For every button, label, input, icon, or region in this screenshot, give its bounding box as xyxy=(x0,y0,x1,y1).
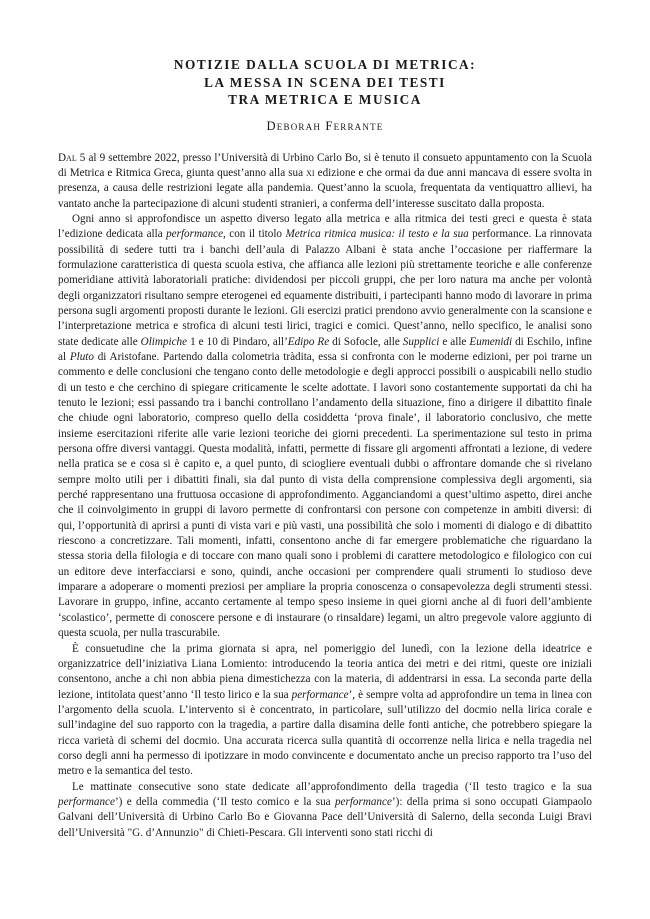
article-title xyxy=(58,56,592,109)
italic-text: performance xyxy=(58,795,115,808)
italic-text: performance xyxy=(291,688,349,701)
text-run: di Eschilo, infine al xyxy=(58,335,592,363)
title-line: TRA METRICA E MUSICA xyxy=(228,92,422,107)
article-page xyxy=(58,56,592,841)
body-paragraph xyxy=(58,212,592,642)
text-run: ’) e della commedia (‘Il testo comico e la sua xyxy=(114,795,335,808)
small-caps-text: xi xyxy=(306,166,315,179)
italic-text: Metrica ritmica musica: il testo e la sua xyxy=(285,228,469,241)
body-paragraph xyxy=(58,151,592,212)
text-run: ’): della prima si sono occupati Giampaolo Galvani dell’Università di Urbino Carlo Bo e Giovanna Pace dell’Università di Salerno, della seconda Luigi Bravi dell’Università "G. d’Annunzio" di Chieti-Pescara. Gli interventi sono stati ricchi di xyxy=(58,795,592,839)
body-paragraph xyxy=(58,642,592,780)
title-line: NOTIZIE DALLA SCUOLA DI METRICA: xyxy=(173,57,477,72)
italic-text: Pluto xyxy=(69,350,94,363)
article-body xyxy=(58,151,592,841)
text-run: , con il titolo xyxy=(223,228,286,241)
italic-text: Supplici xyxy=(402,335,440,348)
text-run: ’, è sempre volta ad approfondire un tema in linea con l’argomento della scuola. L’intervento si è concentrato, in particolare, sull’utilizzo del docmio nella lirica corale e sull’indagine del suo rapporto con la tragedia, a partire dalla disamina delle fonti antiche, che potrebbero spiegare la ricca varietà di schemi del docmio. Una accurata ricerca sulla quantità di occorrenze nella lirica e nella tragedia nel corso degli anni ha permesso di ipotizzare in modo convincente e documentato anche un preciso rapporto tra l’uso del metro e la semantica del testo. xyxy=(58,688,593,778)
text-run: performance. La rinnovata possibilità di sedere tutti tra i banchi dell’aula di Palazzo Albani è stata anche l’occasione per riaffermare la formulazione caratteristica di questa scuola estiva, che affianca alle lezioni più strettamente teoriche e alle conferenze pomeridiane attività laboratoriali pratiche: dividendosi per piccoli gruppi, che per loro natura ma anche per volontà degli organizzatori risultano sempre eterogenei ed equamente distribuiti, i partecipanti hanno modo di lavorare in prima persona sugli argomenti proposti durante le lezioni. Gli esercizi pratici prendono avvio generalmente con la scansione e l’interpretazione metrica e strofica di alcuni testi lirici, tragici e comici. Quest’anno, nello specifico, le analisi sono state dedicate alle xyxy=(58,228,592,348)
text-run: 5 al 9 settembre 2022, presso l’Università di Urbino Carlo Bo, si è tenuto il consueto appuntamento con la Scuola di Metrica e Ritmica Greca, giunta quest’anno alla sua xyxy=(58,151,592,179)
text-run: Ogni anno si approfondisce un aspetto diverso legato alla metrica e alla ritmica dei testi greci e questa è stata l’edizione dedicata alla xyxy=(58,212,592,241)
text-run: 1 e 10 di Pindaro, all’ xyxy=(187,335,288,348)
text-run: di Aristofane. Partendo dalla colometria tràdita, essa si confronta con le moderne edizioni, per poi trarne un commento e delle conclusioni che tengano conto delle metodologie e degli approcci possibili o auspicabili nello studio di un testo e che cerchino di spiegare criticamente le scelte adottate. I lavori sono costantemente supportati da chi ha tenuto le lezioni; essi passando tra i banchi controllano l’andamento della situazione, fino a dirigere il dibattito finale che chiude ogni laboratorio, compreso quello della cosiddetta ‘prova finale’, il laboratorio conclusivo, che mette insieme esercitazioni riferite alle varie lezioni teoriche dei giorni precedenti. La sperimentazione sul testo in prima persona offre diversi vantaggi. Questa modalità, infatti, permette di fissare gli argomenti affrontati a lezione, di vedere nella pratica se e cosa si è capito e, a quel punto, di sciogliere eventuali dubbi o affrontare domande che si rivelano sempre molto utili per i dibattiti finali, sia dal punto di vista della comprensione complessiva degli argomenti, sia perché rappresentano una fruttuosa occasione di approfondimento. Agganciandomi a quest’ultimo aspetto, direi anche che il coinvolgimento in gruppi di lavoro permette di confrontarsi con persone con competenze in ambiti diversi: di qui, l’opportunità di aprirsi a punti di vista vari e più vasti, una possibilità che solo i momenti di dialogo e di dibattito riescono a concretizzare. Tali momenti, infatti, consentono anche di far emergere problematiche che riguardano la stessa storia della filologia e di toccare con mano quali sono i problemi di carattere metodologico e filologico con cui un editore deve interfacciarsi e sono, quindi, anche occasioni per comprendere quali strumenti lo studioso deve imparare a adoperare o momenti preziosi per ampliare la propria conoscenza o consapevolezza degli strumenti stessi. Lavorare in gruppo, infine, accanto certamente al tempo speso insieme in quei giorni anche al di fuori dell’ambiente ‘scolastico’, permette di conoscere persone e di instaurare (o rinsaldare) legami, un altro pregevole valore aggiunto di questa scuola, per nulla trascurabile. xyxy=(58,350,593,640)
italic-text: Eumenidi xyxy=(469,335,513,348)
text-run: edizione e che ormai da due anni mancava di essere svolta in presenza, a causa delle restrizioni legate alla pandemia. Quest’anno la scuola, frequentata da ventiquattro allievi, ha vantato anche la partecipazione di alcuni studenti stranieri, a conferma dell’interesse suscitato dalla proposta. xyxy=(58,166,593,210)
italic-text: Edipo Re xyxy=(287,335,330,348)
text-run: e alle xyxy=(439,335,470,348)
text-run: Le mattinate consecutive sono state dedicate all’approfondimento della tragedia (‘Il testo tragico e la sua xyxy=(72,780,592,793)
small-caps-text: Dal xyxy=(58,151,77,164)
italic-text: Olimpiche xyxy=(140,335,188,348)
title-line: LA MESSA IN SCENA DEI TESTI xyxy=(204,74,446,90)
italic-text: performance xyxy=(334,795,392,808)
italic-text: performance xyxy=(166,228,224,241)
article-author: Deborah Ferrante xyxy=(266,118,384,133)
text-run: di Sofocle, alle xyxy=(329,335,403,348)
body-paragraph xyxy=(58,780,592,841)
text-run: È consuetudine che la prima giornata si apra, nel pomeriggio del lunedì, con la lezione della ideatrice e organizzatrice dell’iniziativa Liana Lomiento: introducendo la teoria antica dei metri e dei ritmi, queste ore iniziali consentono, anche a chi non abbia piena dimestichezza con la materia, di addentrarsi in essa. La seconda parte della lezione, intitolata quest’anno ‘Il testo lirico e la sua xyxy=(58,642,592,701)
